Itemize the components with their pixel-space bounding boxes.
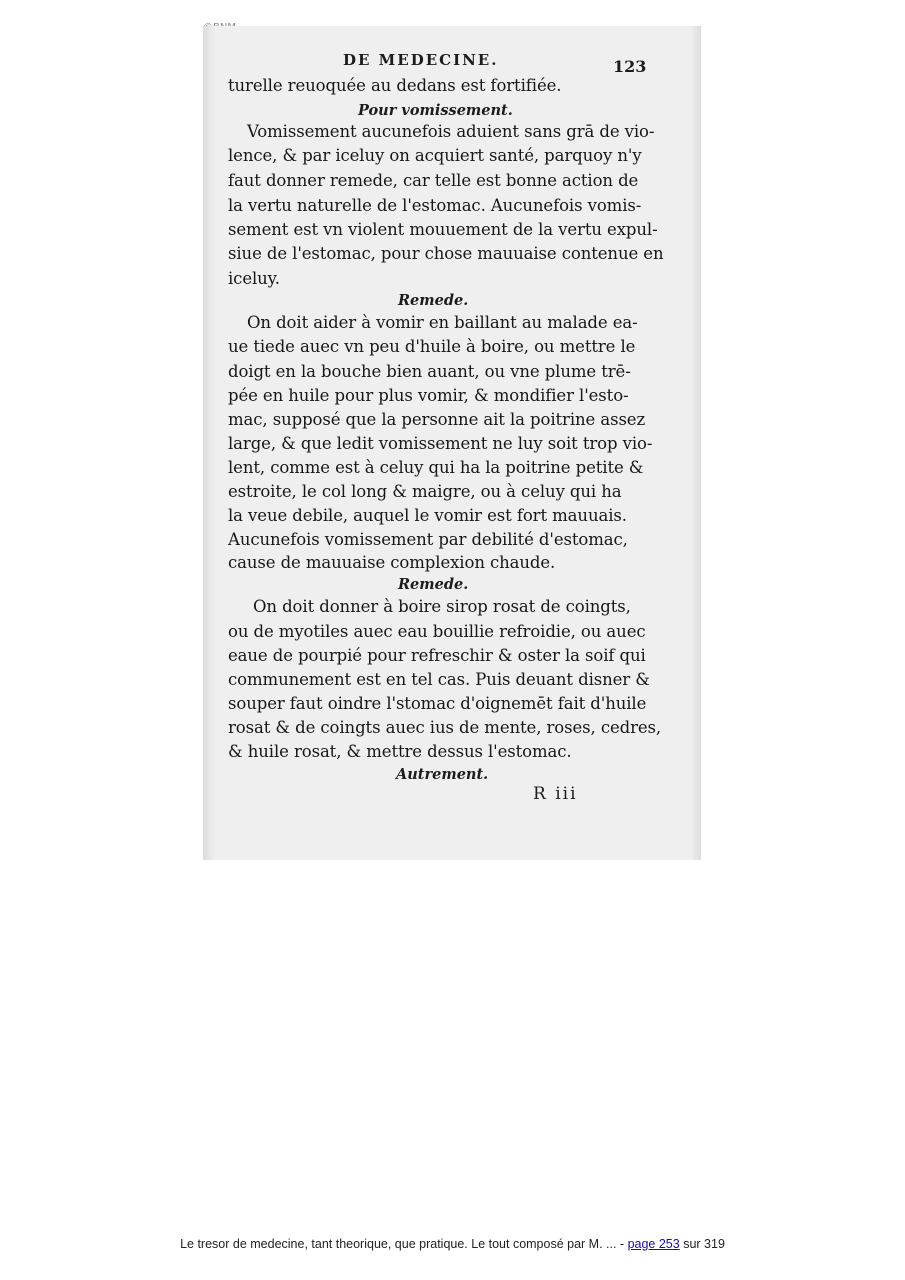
text-line: On doit aider à vomir en baillant au malade ea-: [247, 313, 638, 332]
signature-mark: R iii: [533, 784, 578, 804]
text-line: ue tiede auec vn peu d'huile à boire, ou mettre le: [228, 337, 636, 356]
text-line: lent, comme est à celuy qui ha la poitrine petite &: [228, 458, 644, 477]
text-line: Vomissement aucunefois aduient sans grā de vio-: [247, 122, 655, 141]
text-line: eaue de pourpié pour refreschir & oster la soif qui: [228, 646, 646, 665]
page-footer: [0, 1237, 905, 1251]
text-line: estroite, le col long & maigre, ou à celuy qui ha: [228, 482, 622, 501]
text-line: On doit donner à boire sirop rosat de coingts,: [253, 597, 631, 616]
text-line: sement est vn violent mouuement de la vertu expul-: [228, 220, 658, 239]
text-line: cause de mauuaise complexion chaude.: [228, 553, 556, 572]
text-line: lence, & par iceluy on acquiert santé, parquoy n'y: [228, 146, 642, 165]
text-line: & huile rosat, & mettre dessus l'estomac.: [228, 742, 572, 761]
section-heading: Remede.: [398, 292, 469, 309]
text-line: pée en huile pour plus vomir, & mondifier l'esto-: [228, 386, 629, 405]
footer-title: Le tresor de medecine, tant theorique, que pratique. Le tout composé par M. ... -: [180, 1237, 625, 1251]
text-line: faut donner remede, car telle est bonne action de: [228, 171, 639, 190]
section-heading: Remede.: [398, 576, 469, 593]
text-line: doigt en la bouche bien auant, ou vne plume trē-: [228, 362, 631, 381]
text-line: communement est en tel cas. Puis deuant disner &: [228, 670, 650, 689]
text-line: iceluy.: [228, 269, 280, 288]
text-line: souper faut oindre l'stomac d'oignemēt fait d'huile: [228, 694, 647, 713]
text-line: rosat & de coingts auec ius de mente, roses, cedres,: [228, 718, 662, 737]
page-number: 123: [613, 57, 647, 76]
text-line: Aucunefois vomissement par debilité d'estomac,: [228, 530, 628, 549]
text-line: siue de l'estomac, pour chose mauuaise contenue en: [228, 244, 664, 263]
page-link[interactable]: page 253: [627, 1237, 680, 1251]
text-line: ou de myotiles auec eau bouillie refroidie, ou auec: [228, 622, 646, 641]
section-heading: Pour vomissement.: [358, 102, 513, 119]
section-heading: Autrement.: [396, 766, 489, 783]
text-line: turelle reuoquée au dedans est fortifiée.: [228, 76, 562, 95]
text-line: mac, supposé que la personne ait la poitrine assez: [228, 410, 646, 429]
scanned-page: [203, 26, 701, 860]
text-line: la vertu naturelle de l'estomac. Aucunefois vomis-: [228, 196, 642, 215]
footer-page-count: sur 319: [683, 1237, 725, 1251]
running-head: DE MEDECINE.: [343, 51, 499, 69]
text-line: large, & que ledit vomissement ne luy soit trop vio-: [228, 434, 653, 453]
text-line: la veue debile, auquel le vomir est fort mauuais.: [228, 506, 627, 525]
